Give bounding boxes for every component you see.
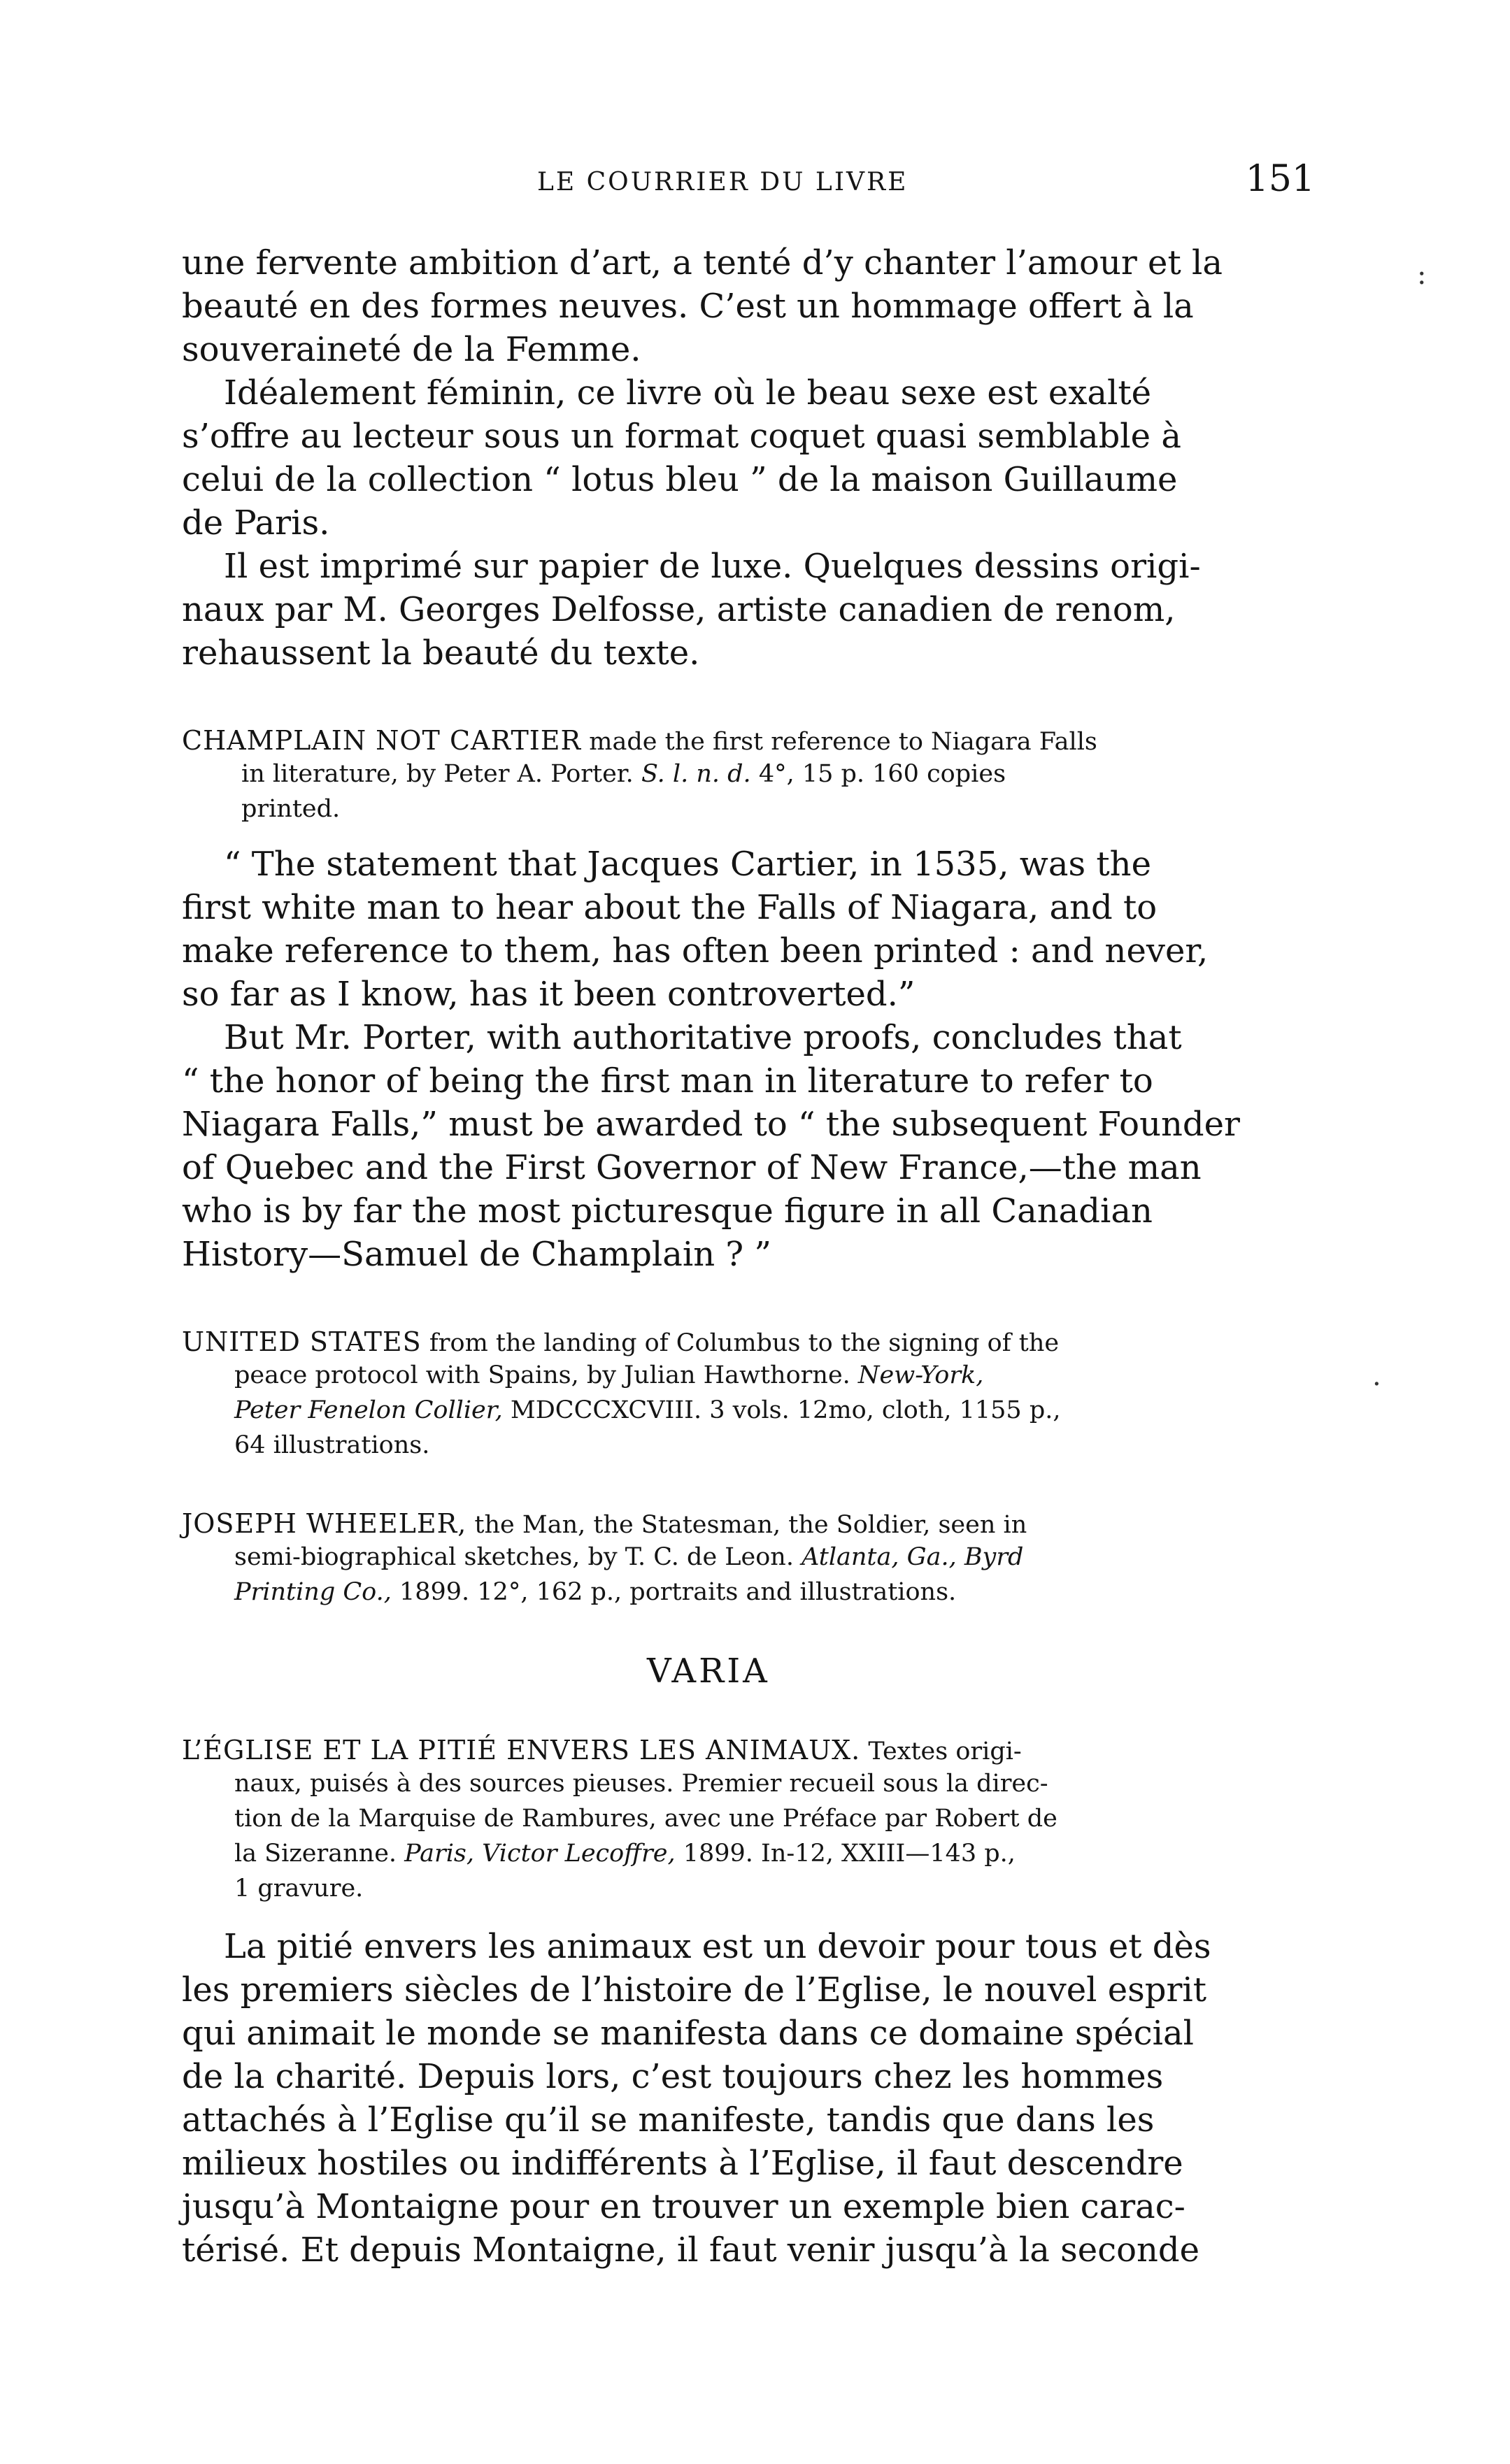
entry-text: from the landing of Columbus to the signing of the bbox=[421, 1329, 1060, 1357]
text-line: attachés à l’Eglise qu’il se manifeste, tandis que dans les bbox=[182, 2100, 1155, 2140]
margin-mark: : bbox=[1417, 259, 1427, 291]
text-line: La pitié envers les animaux est un devoir pour tous et dès bbox=[224, 1927, 1211, 1966]
entry-text: made the first reference to Niagara Falls bbox=[581, 728, 1097, 756]
entry-italic: New-York, bbox=[857, 1361, 984, 1389]
text-line: souveraineté de la Femme. bbox=[182, 330, 641, 369]
entry-text: the Man, the Statesman, the Soldier, seen in bbox=[466, 1511, 1027, 1539]
text-line: naux par M. Georges Delfosse, artiste canadien de renom, bbox=[182, 590, 1176, 629]
text-line: de Paris. bbox=[182, 503, 330, 543]
entry-title: JOSEPH WHEELER, bbox=[182, 1508, 467, 1539]
entry-line bbox=[234, 1545, 1023, 1570]
text-line: s’offre au lecteur sous un format coquet quasi semblable à bbox=[182, 417, 1181, 456]
entry-text: peace protocol with Spains, by Julian Hawthorne. bbox=[234, 1361, 858, 1389]
entry-line: naux, puisés à des sources pieuses. Premier recueil sous la direc- bbox=[234, 1770, 1048, 1798]
text-line: so far as I know, has it been controverted.” bbox=[182, 975, 916, 1014]
entry-text: semi-biographical sketches, by T. C. de Leon. bbox=[234, 1543, 802, 1571]
entry-italic: Peter Fenelon Collier, bbox=[234, 1396, 503, 1424]
section-heading: VARIA bbox=[647, 1652, 770, 1691]
entry-title: L’ÉGLISE ET LA PITIÉ ENVERS LES ANIMAUX. bbox=[182, 1735, 861, 1765]
text-line: “ the honor of being the first man in literature to refer to bbox=[182, 1061, 1153, 1101]
entry-text: 4°, 15 p. 160 copies bbox=[750, 760, 1006, 788]
entry-line: 1 gravure. bbox=[234, 1875, 364, 1903]
entry-text: MDCCCXCVIII. 3 vols. 12mo, cloth, 1155 p., bbox=[502, 1396, 1061, 1424]
entry-line bbox=[241, 762, 1006, 787]
entry-italic: Paris, Victor Lecoffre, bbox=[404, 1840, 676, 1868]
text-line: “ The statement that Jacques Cartier, in 1535, was the bbox=[224, 845, 1151, 884]
entry-line bbox=[182, 1510, 1027, 1538]
text-line: beauté en des formes neuves. C’est un hommage offert à la bbox=[182, 287, 1194, 326]
page-number: 151 bbox=[1245, 158, 1315, 200]
text-line: But Mr. Porter, with authoritative proofs, concludes that bbox=[224, 1018, 1182, 1057]
text-line: rehaussent la beauté du texte. bbox=[182, 633, 700, 673]
entry-text: 1899. In-12, XXIII—143 p., bbox=[675, 1840, 1016, 1868]
text-line: qui animait le monde se manifesta dans ce domaine spécial bbox=[182, 2014, 1194, 2053]
text-line: les premiers siècles de l’histoire de l’Eglise, le nouvel esprit bbox=[182, 1970, 1207, 2010]
entry-line bbox=[182, 1737, 1022, 1764]
entry-text: 1899. 12°, 162 p., portraits and illustrations. bbox=[391, 1578, 957, 1606]
entry-line bbox=[234, 1363, 983, 1388]
text-line: Il est imprimé sur papier de luxe. Quelques dessins origi- bbox=[224, 547, 1201, 586]
text-line: Idéalement féminin, ce livre où le beau sexe est exalté bbox=[224, 373, 1152, 413]
entry-line bbox=[234, 1842, 1016, 1866]
text-line: une fervente ambition d’art, a tenté d’y chanter l’amour et la bbox=[182, 243, 1223, 282]
text-line: Niagara Falls,” must be awarded to “ the subsequent Founder bbox=[182, 1105, 1240, 1144]
text-line: de la charité. Depuis lors, c’est toujours chez les hommes bbox=[182, 2057, 1164, 2096]
entry-line bbox=[234, 1398, 1061, 1423]
text-line: first white man to hear about the Falls of Niagara, and to bbox=[182, 888, 1158, 927]
text-line: who is by far the most picturesque figure in all Canadian bbox=[182, 1191, 1153, 1231]
text-line: History—Samuel de Champlain ? ” bbox=[182, 1235, 771, 1274]
entry-line: 64 illustrations. bbox=[234, 1431, 430, 1459]
entry-text: la Sizeranne. bbox=[234, 1840, 405, 1868]
text-line: make reference to them, has often been printed : and never, bbox=[182, 931, 1209, 970]
entry-text: in literature, by Peter A. Porter. bbox=[241, 760, 641, 788]
running-title: LE COURRIER DU LIVRE bbox=[537, 168, 909, 196]
text-line: térisé. Et depuis Montaigne, il faut venir jusqu’à la seconde bbox=[182, 2230, 1200, 2270]
text-line: jusqu’à Montaigne pour en trouver un exemple bien carac- bbox=[182, 2187, 1185, 2226]
entry-italic: Atlanta, Ga., Byrd bbox=[802, 1543, 1024, 1571]
margin-mark: . bbox=[1372, 1360, 1381, 1392]
entry-text: Textes origi- bbox=[860, 1738, 1022, 1765]
text-line: milieux hostiles ou indifférents à l’Eglise, il faut descendre bbox=[182, 2144, 1183, 2183]
entry-line bbox=[182, 1328, 1059, 1356]
entry-line: printed. bbox=[241, 795, 341, 823]
entry-line bbox=[182, 727, 1097, 754]
entry-title: UNITED STATES bbox=[182, 1326, 422, 1357]
entry-line: tion de la Marquise de Rambures, avec une Préface par Robert de bbox=[234, 1805, 1057, 1833]
entry-italic: S. l. n. d. bbox=[641, 760, 751, 788]
entry-italic: Printing Co., bbox=[234, 1578, 392, 1606]
entry-line bbox=[234, 1580, 956, 1605]
page-header bbox=[182, 158, 1315, 207]
entry-title: CHAMPLAIN NOT CARTIER bbox=[182, 725, 582, 756]
text-line: celui de la collection “ lotus bleu ” de la maison Guillaume bbox=[182, 460, 1178, 499]
text-line: of Quebec and the First Governor of New France,—the man bbox=[182, 1148, 1202, 1187]
